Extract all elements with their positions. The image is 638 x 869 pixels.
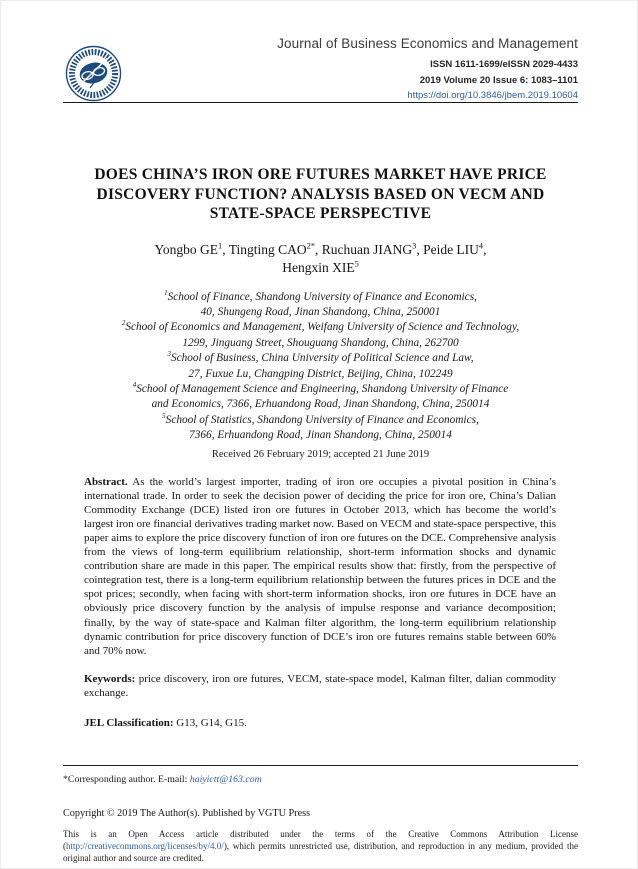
affiliation: $^5$School of Statistics, Shandong University of Finance and Economics, 7366, Erhuandong Road, Jinan Shandong, China, 250014: [162, 411, 479, 442]
author: Hengxin XIE$^5$: [282, 259, 359, 275]
affiliations-block: [63, 290, 578, 444]
article-front-matter: [63, 165, 578, 730]
author-affil-ref: 2*: [306, 241, 315, 250]
affiliation: $^1$School of Finance, Shandong University of Finance and Economics, 40, Shungeng Road, Jinan Shandong, China, 250001: [164, 288, 477, 318]
keywords: [84, 672, 556, 700]
author-affil-ref: 1: [218, 241, 223, 250]
jel-label: JEL Classification:: [84, 716, 174, 729]
affiliation: $^3$School of Business, China University of Political Science and Law, 27, Fuxue Lu, Changping District, Beijing, China, 102249: [167, 350, 474, 380]
author: Tingting $CAO^{2*}$,: [228, 241, 322, 257]
authors-line-2: [63, 259, 578, 277]
footnote-marker: *: [63, 774, 68, 785]
journal-meta: [277, 36, 578, 104]
university-seal-logo: [65, 45, 122, 102]
author-affil-ref: 4: [478, 241, 484, 250]
authors-line-1: [63, 241, 578, 259]
author: Peide LIU$^4$,: [423, 241, 487, 257]
paper-title: [63, 165, 578, 224]
open-access-license: [63, 829, 578, 865]
jel-classification: [84, 716, 556, 730]
license-text-pre: This is an Open Access article distributed under the terms of the Creative Commons Attribution License (: [63, 829, 578, 851]
abstract: [84, 475, 556, 658]
volume-issue-line: 2019 Volume 20 Issue 6: 1083–1101: [419, 74, 578, 86]
keywords-text: price discovery, iron ore futures, VECM, state-space model, Kalman filter, dalian commodity exchange.: [84, 672, 556, 699]
author: Ruchuan JIANG$^3$,: [321, 241, 424, 257]
license-text-post: ), which permits unrestricted use, distribution, and reproduction in any medium, provided the original author and source are credited.: [63, 840, 578, 863]
authors-block: [63, 241, 578, 277]
copyright-line: Copyright © 2019 The Author(s). Published by VGTU Press: [63, 808, 311, 819]
author-affil-ref: 3: [412, 241, 417, 250]
journal-header: [63, 0, 578, 103]
corresponding-author-footnote: [63, 774, 578, 785]
author-affil-ref: 5: [354, 259, 359, 268]
paper-title-line-3: STATE-SPACE PERSPECTIVE: [209, 205, 432, 222]
abstract-text: As the world’s largest importer, trading of iron ore occupies a pivotal position in China’s international trade. In order to seek the decision power of deciding the price for iron ore, China’s Dalian Commodity Exchange (DCE) listed iron ore futures in October 2013, which has become the world’s largest iron ore financial derivatives trading market now. Based on VECM and state-space perspective, this paper aims to explore the price discovery function of iron ore futures on the DCE. Comprehensive analysis from the views of long-term equilibrium relationship, short-term information shocks and dynamic contribution share are made in this paper. The empirical results show that: firstly, from the perspective of cointegration test, there is a long-term equilibrium relationship between the futures prices in DCE and the spot prices; secondly, when facing with short-term information shocks, iron ore futures in DCE have an obviously price discovery function by the analysis of impulse response and variance decomposition; finally, by the way of state-space and Kalman filter algorithm, the long-term equilibrium relationship dynamic contribution for price discovery function of DCE’s iron ore futures remains stable between 60% and 70% now.: [84, 475, 557, 657]
abstract-label: Abstract.: [84, 475, 128, 488]
keywords-label: Keywords:: [84, 672, 136, 685]
corresponding-author-email-link[interactable]: haiyictt@163.com: [189, 774, 262, 785]
footnote-text: Corresponding author. E-mail:: [67, 774, 190, 785]
affiliation: $^2$School of Economics and Management, Weifang University of Science and Technology, 1299, Jinguang Street, Shouguang Shandong, China, 262700: [121, 319, 520, 349]
journal-title: Journal of Business Economics and Management: [277, 36, 578, 51]
doi-link[interactable]: https://doi.org/10.3846/jbem.2019.10604: [407, 90, 578, 101]
page-footer: [63, 765, 578, 865]
author: Yongbo $GE^1$,: [154, 241, 229, 257]
received-accepted-line: Received 26 February 2019; accepted 21 June 2019: [211, 448, 430, 460]
cc-license-link[interactable]: http://creativecommons.org/licenses/by/4.0/: [66, 840, 224, 851]
issn-line: ISSN 1611-1699/eISSN 2029-4433: [430, 59, 578, 70]
paper-title-line-2: DISCOVERY FUNCTION? ANALYSIS BASED ON VECM AND: [96, 185, 545, 203]
university-seal-icon: [65, 45, 122, 102]
jel-text: G13, G14, G15.: [176, 716, 247, 729]
paper-title-line-1: DOES CHINA’S IRON ORE FUTURES MARKET HAVE PRICE: [94, 166, 547, 183]
affiliation: $^4$School of Management Science and Engineering, Shandong University of Finance and Economics, 7366, Erhuandong Road, Jinan Shandong, China, 250014: [132, 381, 509, 411]
